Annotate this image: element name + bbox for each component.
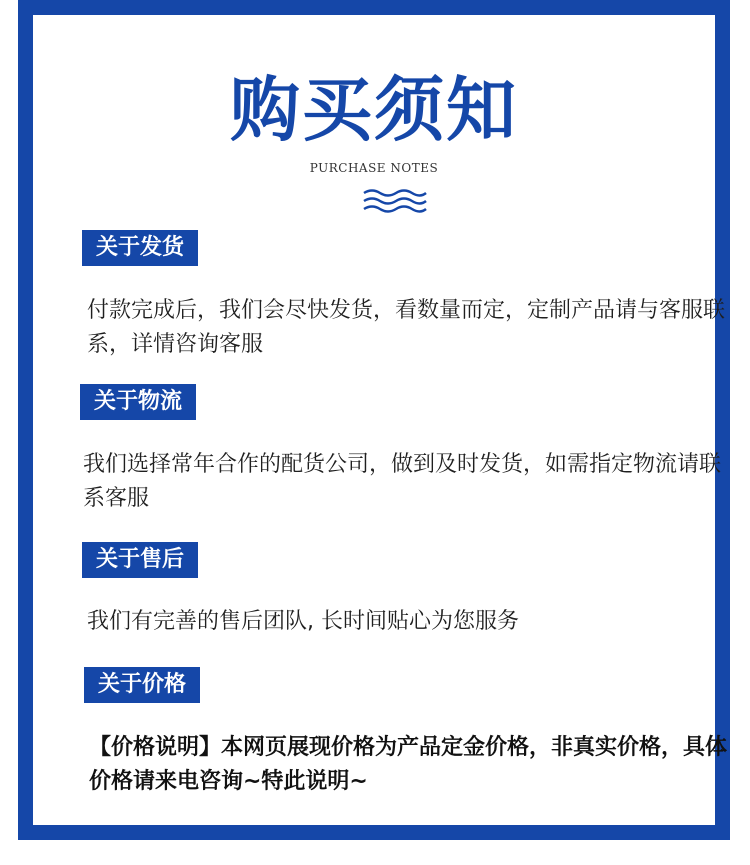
section-label-shipping: 关于发货 xyxy=(82,230,198,266)
blue-frame xyxy=(18,0,730,840)
page-subtitle: PURCHASE NOTES xyxy=(309,161,439,175)
page-title: 购买须知 xyxy=(230,69,518,151)
waves-icon xyxy=(360,187,430,217)
section-text-price: 【价格说明】本网页展现价格为产品定金价格，非真实价格，具体价格请来电咨询~特此说明~ xyxy=(89,735,728,794)
section-text-shipping: 付款完成后，我们会尽快发货，看数量而定，定制产品请与客服联系，详情咨询客服 xyxy=(87,298,726,357)
section-text-logistics: 我们选择常年合作的配货公司，做到及时发货，如需指定物流请联系客服 xyxy=(83,452,722,511)
notes-panel xyxy=(33,15,728,825)
section-label-aftersales: 关于售后 xyxy=(82,542,198,578)
section-text-aftersales: 我们有完善的售后团队, 长时间贴心为您服务 xyxy=(87,609,519,634)
section-label-price: 关于价格 xyxy=(84,667,200,703)
section-label-logistics: 关于物流 xyxy=(80,384,196,420)
